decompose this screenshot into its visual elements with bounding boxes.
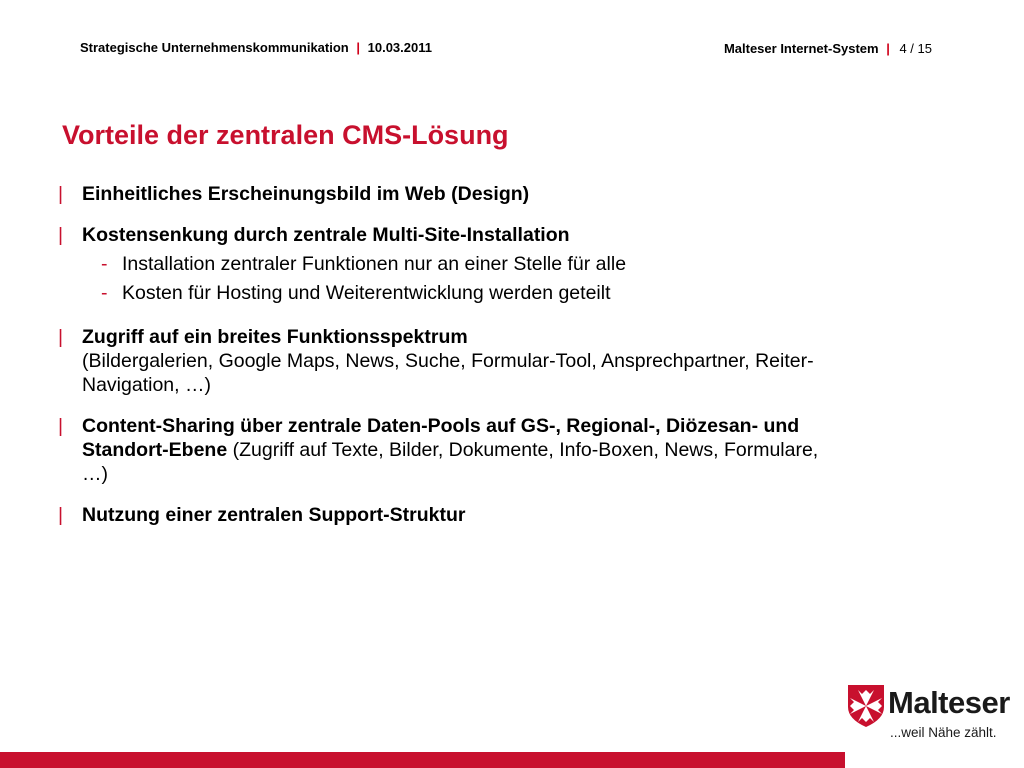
sub-list [82,250,968,308]
bullet-marker: | [58,504,64,526]
bullet-item [58,182,968,206]
header-separator-left: | [356,40,360,55]
bullet-item [58,223,968,308]
bullet-text: Kostensenkung durch zentrale Multi-Site-Installation [82,224,570,246]
sub-item [82,279,968,308]
malteser-cross-icon [846,685,886,727]
bullet-list [58,182,968,544]
bullet-continuation: (Bildergalerien, Google Maps, News, Suche, Formular-Tool, Ansprechpartner, Reiter- [82,350,814,372]
bullet-item [58,325,968,397]
bullet-marker: | [58,415,64,437]
sub-text: Installation zentraler Funktionen nur an einer Stelle für alle [122,253,627,275]
bullet-text: Standort-Ebene [82,439,228,461]
bullet-text: Nutzung einer zentralen Support-Struktur [82,504,466,526]
page-number: 4 / 15 [899,41,932,56]
bullet-marker: | [58,183,64,205]
header-left [80,40,432,55]
bullet-continuation: (Zugriff auf Texte, Bilder, Dokumente, Info-Boxen, News, Formulare, [227,439,819,461]
slide-title: Vorteile der zentralen CMS-Lösung [62,120,509,150]
bullet-item [58,414,968,486]
bullet-continuation: …) [82,463,108,485]
header-right [724,41,932,56]
malteser-logo [846,685,1016,745]
bullet-text: Zugriff auf ein breites Funktionsspektrum [82,326,468,348]
bullet-marker: | [58,224,64,246]
sub-marker: - [101,282,108,304]
logo-wordmark: Malteser [888,685,1010,720]
bullet-text: Content-Sharing über zentrale Daten-Pools auf GS-, Regional-, Diözesan- und [82,415,800,437]
header-date: 10.03.2011 [367,40,432,55]
header-system-title: Malteser Internet-System [723,41,879,56]
footer-red-band [0,752,845,768]
sub-item [82,250,968,279]
sub-text: Kosten für Hosting und Weiterentwicklung werden geteilt [122,282,611,304]
header-separator-right: | [886,41,890,56]
bullet-marker: | [58,326,64,348]
logo-tagline: ...weil Nähe zählt. [890,725,997,740]
sub-marker: - [101,253,108,275]
bullet-item [58,503,968,527]
header-section-title: Strategische Unternehmenskommunikation [80,40,349,55]
bullet-text: Einheitliches Erscheinungsbild im Web (Design) [82,183,530,205]
bullet-continuation: Navigation, …) [82,374,211,396]
